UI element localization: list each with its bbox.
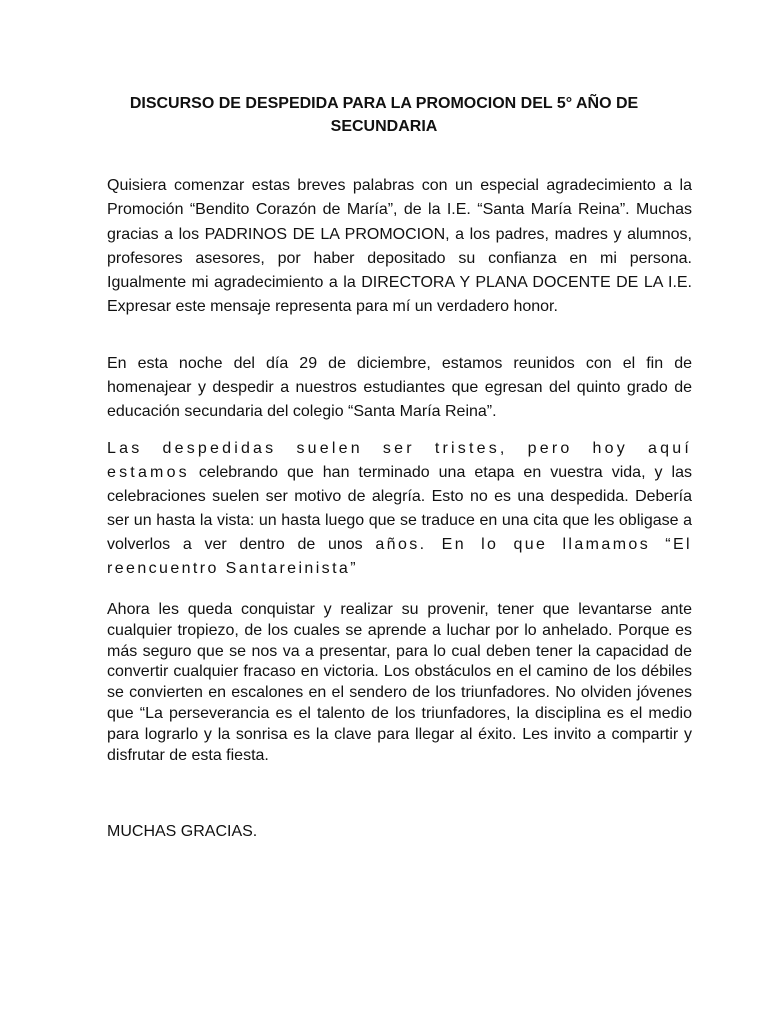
paragraph-farewell-middle: celebrando que han terminado una etapa en vuestra vida, y las celebraciones suelen ser motivo de alegría. Esto no es una despedida. Debería ser un hasta la vista: un hasta luego que se traduce en una cita que les obligase a volverlos a ver dentro de unos xyxy=(107,464,692,553)
paragraph-gratitude: Quisiera comenzar estas breves palabras con un especial agradecimiento a la Promoción “Bendito Corazón de María”, de la I.E. “Santa María Reina”. Muchas gracias a los PADRINOS DE LA PROMOCION, a los padres, madres y alumnos, profesores asesores, por haber depositado su confianza en mi persona. Igualmente mi agradecimiento a la DIRECTORA Y PLANA DOCENTE DE LA I.E. Expresar este mensaje representa para mí un verdadero honor. xyxy=(107,177,692,316)
paragraph-occasion: En esta noche del día 29 de diciembre, estamos reunidos con el fin de homenajear y despedir a nuestros estudiantes que egresan del quinto grado de educación secundaria del colegio “Santa María Reina”. xyxy=(107,355,692,420)
paragraph-farewell-end: años. En lo que llamamos “El reencuentro Santareinista” xyxy=(107,536,692,577)
paragraph-farewell xyxy=(107,437,692,581)
paragraph-farewell-start: Las despedidas suelen ser tristes, pero hoy aquí estamos xyxy=(107,440,692,481)
closing-text: MUCHAS GRACIAS. xyxy=(107,823,258,840)
paragraph-future: Ahora les queda conquistar y realizar su provenir, tener que levantarse ante cualquier tropiezo, de los cuales se aprende a luchar por lo anhelado. Porque es más seguro que se nos va a presentar, para lo cual deben tener la capacidad de convertir cualquier fracaso en victoria. Los obstáculos en el camino de los débiles se convierten en escalones en el sendero de los triunfadores. No olviden jóvenes que “La perseverancia es el talento de los triunfadores, la disciplina es el medio para lograrlo y la sonrisa es la clave para llegar al éxito. Les invito a compartir y disfrutar de esta fiesta. xyxy=(107,601,692,764)
document-title: DISCURSO DE DESPEDIDA PARA LA PROMOCION DEL 5° AÑO DE SECUNDARIA xyxy=(129,95,639,135)
